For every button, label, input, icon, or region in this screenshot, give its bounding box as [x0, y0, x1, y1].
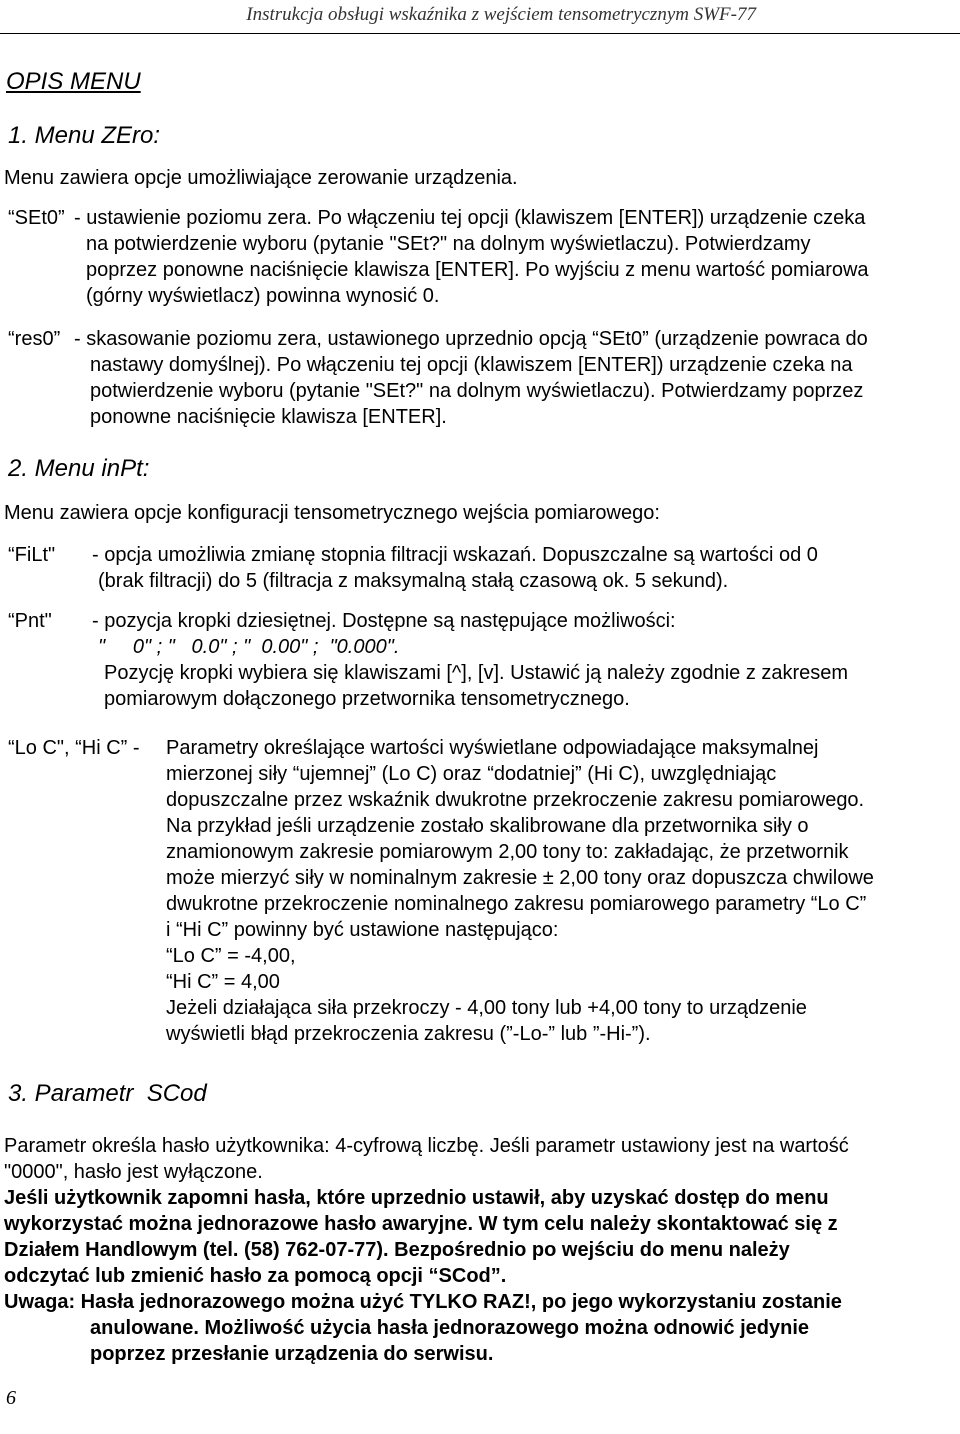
page-number: 6 [6, 1387, 16, 1409]
scod-warning-line-3: poprzez przesłanie urządzenia do serwisu. [90, 1343, 494, 1365]
loc-hic-term: “Lo C", “Hi C” - [8, 737, 140, 759]
res0-term: “res0” [8, 328, 61, 350]
loc-value: “Lo C” = -4,00, [166, 945, 296, 967]
loc-hic-line-3: dopuszczalne przez wskaźnik dwukrotne przekroczenie zakresu pomiarowego. [166, 789, 865, 811]
param-scod-heading: 3. Parametr SCod [8, 1080, 207, 1107]
page-header-title: Instrukcja obsługi wskaźnika z wejściem tensometrycznym SWF-77 [246, 4, 756, 25]
res0-line-2: nastawy domyślnej). Po włączeniu tej opcji (klawiszem [ENTER]) urządzenie czeka na [90, 354, 853, 376]
scod-bold-line-3: Działem Handlowym (tel. (58) 762-07-77). Bezpośrednio po wejściu do menu należy [4, 1239, 790, 1261]
set0-term: “SEt0” [8, 207, 65, 229]
set0-line-4: (górny wyświetlacz) powinna wynosić 0. [86, 285, 440, 307]
filt-term: “FiLt" [8, 544, 56, 566]
filt-line-2: (brak filtracji) do 5 (filtracja z maksymalną stałą czasową ok. 5 sekund). [98, 570, 729, 592]
loc-hic-line-1: Parametry określające wartości wyświetlane odpowiadające maksymalnej [166, 737, 819, 759]
scod-warning-line-2: anulowane. Możliwość użycia hasła jednorazowego można odnowić jedynie [90, 1317, 810, 1339]
scod-para1-line-1: Parametr określa hasło użytkownika: 4-cyfrową liczbę. Jeśli parametr ustawiony jest na wartość [4, 1135, 849, 1157]
pnt-line-3: Pozycję kropki wybiera się klawiszami [^], [v]. Ustawić ją należy zgodnie z zakresem [104, 662, 849, 684]
pnt-term: “Pnt" [8, 610, 52, 632]
set0-line-2: na potwierdzenie wyboru (pytanie "SEt?" na dolnym wyświetlaczu). Potwierdzamy [86, 233, 811, 255]
menu-inpt-heading: 2. Menu inPt: [8, 455, 150, 482]
loc-hic-line-2: mierzonej siły “ujemnej” (Lo C) oraz “dodatniej” (Hi C), uwzględniając [166, 763, 777, 785]
set0-line-3: poprzez ponowne naciśnięcie klawisza [ENTER]. Po wyjściu z menu wartość pomiarowa [86, 259, 869, 281]
pnt-options: " 0" ; " 0.0" ; " 0.00" ; "0.000". [98, 636, 400, 658]
scod-para1-line-2: "0000", hasło jest wyłączone. [4, 1161, 263, 1183]
scod-bold-line-2: wykorzystać można jednorazowe hasło awaryjne. W tym celu należy skontaktować się z [4, 1213, 838, 1235]
pnt-line-4: pomiarowym dołączonego przetwornika tensometrycznego. [104, 688, 630, 710]
loc-hic-line-8: i “Hi C” powinny być ustawione następująco: [166, 919, 559, 941]
menu-zero-heading: 1. Menu ZEro: [8, 122, 161, 149]
menu-inpt-intro: Menu zawiera opcje konfiguracji tensometrycznego wejścia pomiarowego: [4, 502, 660, 524]
menu-zero-intro: Menu zawiera opcje umożliwiające zerowanie urządzenia. [4, 167, 518, 189]
filt-line-1: - opcja umożliwia zmianę stopnia filtracji wskazań. Dopuszczalne są wartości od 0 [92, 544, 818, 566]
res0-line-1: - skasowanie poziomu zera, ustawionego uprzednio opcją “SEt0” (urządzenie powraca do [74, 328, 868, 350]
scod-warning-line-1: Uwaga: Hasła jednorazowego można użyć TYLKO RAZ!, po jego wykorzystaniu zostanie [4, 1291, 842, 1313]
loc-hic-line-4: Na przykład jeśli urządzenie zostało skalibrowane dla przetwornika siły o [166, 815, 809, 837]
pnt-line-1: - pozycja kropki dziesiętnej. Dostępne są następujące możliwości: [92, 610, 676, 632]
res0-line-4: ponowne naciśnięcie klawisza [ENTER]. [90, 406, 447, 428]
section-title: OPIS MENU [6, 68, 141, 95]
loc-hic-line-11: Jeżeli działająca siła przekroczy - 4,00 tony lub +4,00 tony to urządzenie [166, 997, 807, 1019]
header-divider [0, 33, 960, 34]
scod-bold-line-4: odczytać lub zmienić hasło za pomocą opcji “SCod”. [4, 1265, 507, 1287]
hic-value: “Hi C” = 4,00 [166, 971, 280, 993]
loc-hic-line-5: znamionowym zakresie pomiarowym 2,00 tony to: zakładając, że przetwornik [166, 841, 849, 863]
set0-line-1: - ustawienie poziomu zera. Po włączeniu tej opcji (klawiszem [ENTER]) urządzenie czeka [74, 207, 866, 229]
res0-line-3: potwierdzenie wyboru (pytanie "SEt?" na dolnym wyświetlaczu). Potwierdzamy poprzez [90, 380, 864, 402]
scod-bold-line-1: Jeśli użytkownik zapomni hasła, które uprzednio ustawił, aby uzyskać dostęp do menu [4, 1187, 829, 1209]
loc-hic-line-6: może mierzyć siły w nominalnym zakresie ± 2,00 tony oraz dopuszcza chwilowe [166, 867, 874, 889]
loc-hic-line-7: dwukrotne przekroczenie nominalnego zakresu pomiarowego parametry “Lo C” [166, 893, 867, 915]
loc-hic-line-12: wyświetli błąd przekroczenia zakresu (”-Lo-” lub ”-Hi-”). [166, 1023, 651, 1045]
